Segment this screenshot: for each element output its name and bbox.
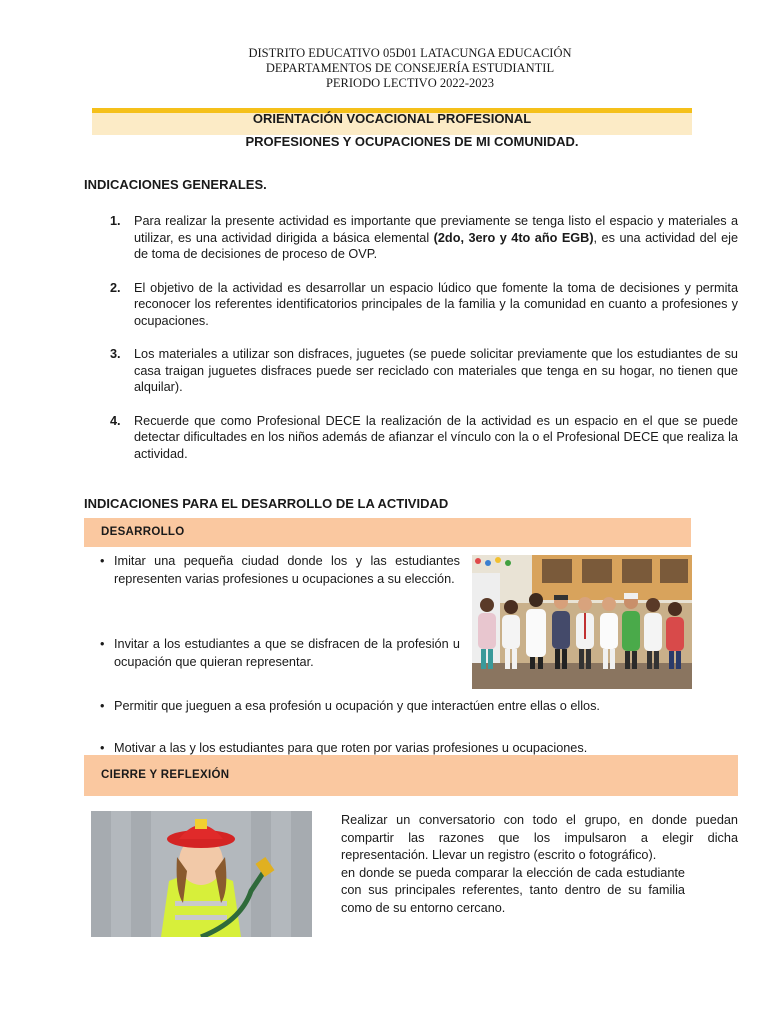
bullet-symbol: •	[100, 699, 105, 713]
list-number: 3.	[110, 347, 121, 361]
children-in-costumes-photo	[472, 555, 692, 689]
cierre-bar	[84, 755, 738, 796]
list-number: 1.	[110, 214, 121, 228]
bullet-item: • Invitar a los estudiantes a que se disfracen de la profesión u ocupación que quieran representar.	[100, 637, 460, 669]
list-item: 1. Para realizar la presente actividad es importante que previamente se tenga listo el espacio y materiales a utilizar, es una actividad dirigida a básica elemental (2do, 3ero y 4to año EGB), es una actividad del eje de toma de decisiones de proceso de OVP.	[110, 214, 738, 261]
desarrollo-bar	[84, 518, 691, 547]
photo-illustration	[472, 555, 692, 689]
cierre-label: CIERRE Y REFLEXIÓN	[101, 769, 230, 781]
page-title: ORIENTACIÓN VOCACIONAL PROFESIONAL	[252, 111, 532, 126]
header-line-3: PERIODO LECTIVO 2022-2023	[325, 76, 495, 90]
photo-illustration	[91, 811, 312, 937]
bullet-symbol: •	[100, 637, 105, 651]
list-number: 2.	[110, 280, 121, 295]
cierre-paragraph-1: Realizar un conversatorio con todo el grupo, en donde puedan compartir las razones que los impulsaron a elegir dicha representación. Llevar un registro (escrito o fotográfico).	[341, 813, 738, 862]
header-line-1: DISTRITO EDUCATIVO 05D01 LATACUNGA EDUCACIÓN	[248, 46, 572, 60]
cierre-paragraph-2: en donde se pueda comparar la elección de cada estudiante con sus principales referentes, tanto dentro de su familia como de su entorno cercano.	[341, 865, 685, 915]
bullet-item: • Imitar una pequeña ciudad donde los y las estudiantes representen varias profesiones u ocupaciones a su elección.	[100, 554, 460, 586]
list-item: 4. Recuerde que como Profesional DECE la realización de la actividad es un espacio en el que se puede detectar dificultades en los niños además de afianzar el vínculo con la o el Profesional DECE que realiza la actividad.	[110, 413, 738, 461]
general-heading: INDICACIONES GENERALES.	[84, 177, 267, 192]
general-list	[110, 213, 738, 479]
header-line-2: DEPARTAMENTOS DE CONSEJERÍA ESTUDIANTIL	[265, 61, 555, 75]
girl-firefighter-costume-photo	[91, 811, 312, 937]
cierre-text	[341, 812, 738, 917]
desarrollo-label: DESARROLLO	[101, 526, 185, 538]
activity-heading: INDICACIONES PARA EL DESARROLLO DE LA ACTIVIDAD	[84, 496, 449, 511]
bullet-item: • Motivar a las y los estudiantes para que roten por varias profesiones u ocupaciones.	[100, 741, 588, 755]
list-number: 4.	[110, 413, 121, 428]
bullet-item: • Permitir que jueguen a esa profesión u ocupación y que interactúen entre ellas o ellos.	[100, 699, 600, 713]
list-item: 3. Los materiales a utilizar son disfraces, juguetes (se puede solicitar previamente que los estudiantes de su casa traigan juguetes disfraces puede ser reciclado con materiales que tenga en su hogar, no tienen que alquilar).	[110, 347, 738, 394]
document-header	[120, 46, 700, 91]
page-subtitle: PROFESIONES Y OCUPACIONES DE MI COMUNIDAD.	[245, 134, 579, 149]
bullet-symbol: •	[100, 741, 105, 755]
bullet-symbol: •	[100, 554, 105, 568]
list-item: 2. El objetivo de la actividad es desarrollar un espacio lúdico que fomente la toma de decisiones y permita reconocer los referentes identificatorios principales de la familia y la comunidad en cuanto a profesiones y ocupaciones.	[110, 280, 738, 328]
